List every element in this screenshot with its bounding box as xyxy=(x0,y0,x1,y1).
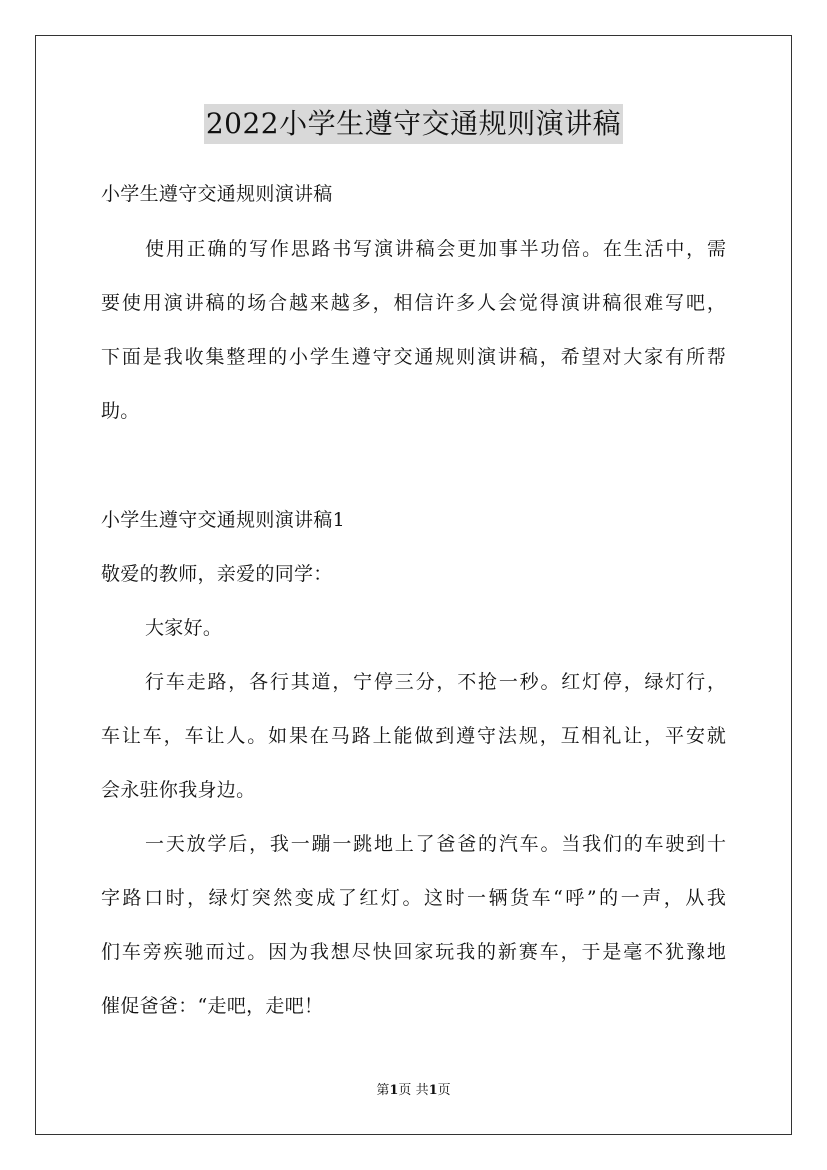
salutation: 敬爱的教师，亲爱的同学： xyxy=(101,563,333,585)
paragraph1-line-3: 会永驻你我身边。 xyxy=(101,779,256,801)
title-container xyxy=(0,104,827,144)
paragraph2-line-3: 们 车 旁 疾 驰 而 过 。 因 为 我 想 尽 快 回 家 玩 我 的 新 赛 车 ， 于 是 毫 不 犹 豫 地 xyxy=(101,941,726,963)
intro-line-4: 助。 xyxy=(101,400,140,422)
document-title: 2022小学生遵守交通规则演讲稿 xyxy=(204,104,623,144)
footer-page-current: 1 xyxy=(389,1083,399,1098)
footer-page-total: 1 xyxy=(428,1083,438,1098)
paragraph1-line-2: 车 让 车 ， 车 让 人 。 如 果 在 马 路 上 能 做 到 遵 守 法 规 ， 互 相 礼 让 ， 平 安 就 xyxy=(101,725,726,747)
footer-page-label: 页 xyxy=(398,1083,412,1098)
footer-prefix: 第 xyxy=(376,1083,390,1098)
paragraph2-line-2: 字 路 口 时 ， 绿 灯 突 然 变 成 了 红 灯 。 这 时 一 辆 货 车 “ 呼 ” 的 一 声 ， 从 我 xyxy=(101,887,726,909)
greeting: 大家好。 xyxy=(145,617,223,639)
footer-separator: 共 xyxy=(415,1083,429,1098)
footer-total-label: 页 xyxy=(437,1083,451,1098)
intro-line-3: 下 面 是 我 收 集 整 理 的 小 学 生 遵 守 交 通 规 则 演 讲 稿 ， 希 望 对 大 家 有 所 帮 xyxy=(101,346,726,368)
intro-line-2: 要 使 用 演 讲 稿 的 场 合 越 来 越 多 ， 相 信 许 多 人 会 觉 得 演 讲 稿 很 难 写 吧 ， xyxy=(101,292,726,314)
subtitle: 小学生遵守交通规则演讲稿 xyxy=(101,183,333,205)
page-footer xyxy=(0,1082,827,1100)
paragraph2-line-4: 催促爸爸：“走吧，走吧！ xyxy=(101,995,324,1017)
intro-line-1: 使 用 正 确 的 写 作 思 路 书 写 演 讲 稿 会 更 加 事 半 功 倍 。 在 生 活 中 ， 需 xyxy=(145,238,726,260)
paragraph2-line-1: 一 天 放 学 后 ， 我 一 蹦 一 跳 地 上 了 爸 爸 的 汽 车 。 当 我 们 的 车 驶 到 十 xyxy=(145,833,726,855)
section-heading: 小学生遵守交通规则演讲稿1 xyxy=(101,509,345,531)
paragraph1-line-1: 行 车 走 路 ， 各 行 其 道 ， 宁 停 三 分 ， 不 抢 一 秒 。 红 灯 停 ， 绿 灯 行 ， xyxy=(145,671,726,693)
